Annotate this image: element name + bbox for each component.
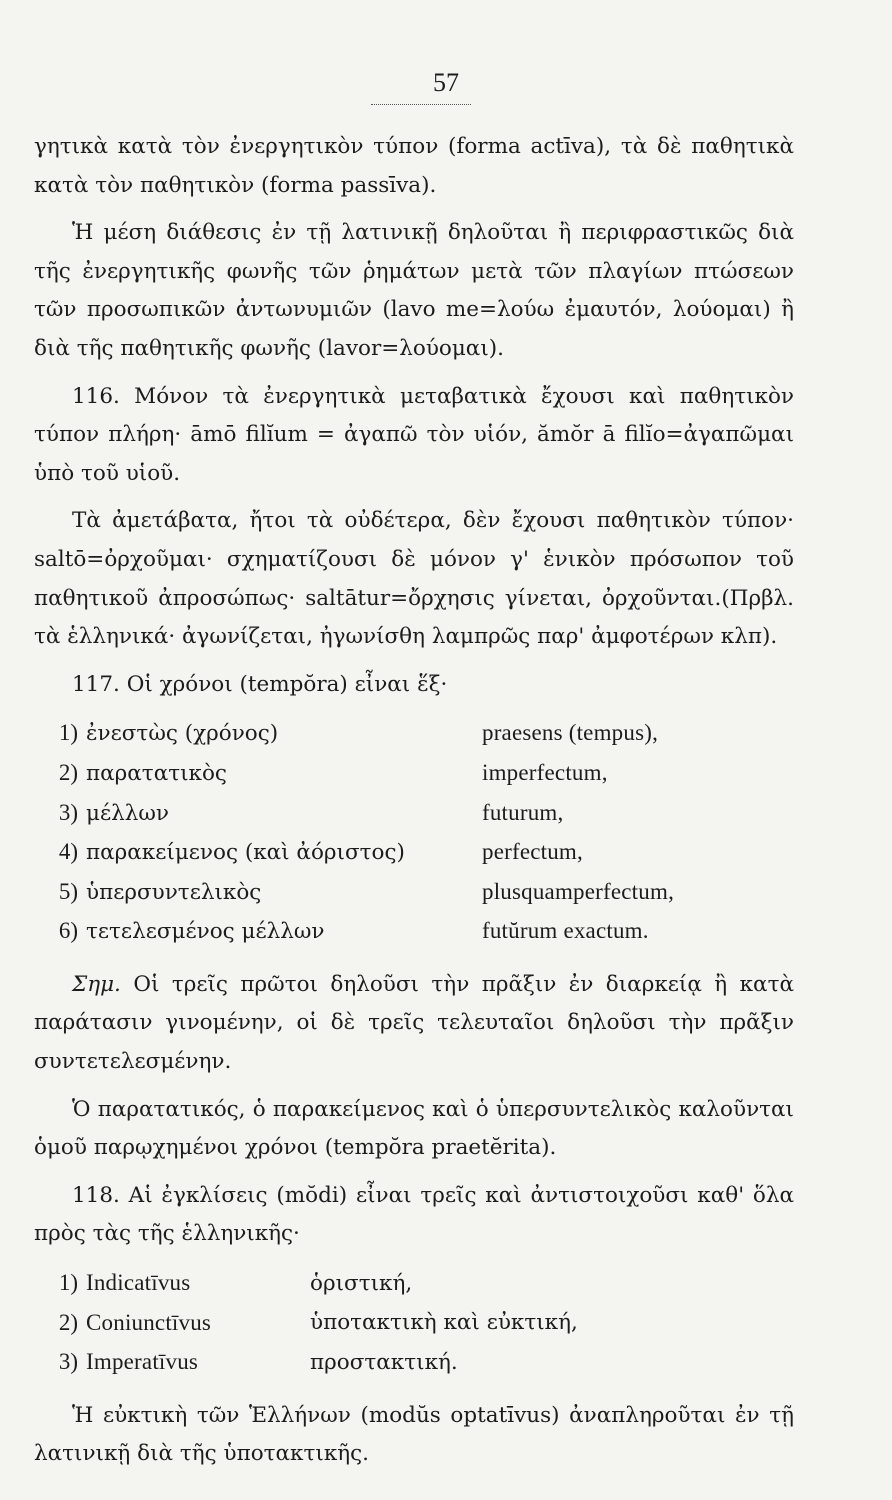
list-item [34,873,674,913]
tenses-greek-term: ἐνεστὼς (χρόνος) [86,721,279,747]
moods-list [34,1264,578,1383]
list-number: 1) [58,720,78,746]
paragraph-116: 116. Μόνον τὰ ἐνεργητικὰ μεταβατικὰ ἔχουσι καὶ παθητικὸν τύπον πλήρη· āmō filĭum = ἀγαπῶ τὸν υἱόν, ămŏr ā filĭo=ἀγαπῶμαι ὑπὸ τοῦ υἱοῦ. [34,383,794,486]
paragraph-intransitive: Τὰ ἀμετάβατα, ἤτοι τὰ οὐδέτερα, δὲν ἔχουσι παθητικὸν τύπον· saltō=ὀρχοῦμαι· σχηματίζουσι δὲ μόνον γ' ἑνικὸν πρόσωπον τοῦ παθητικοῦ ἀπροσώπως· saltātur=ὄρχησις γίνεται, ὀρχοῦνται.(Πρβλ. τὰ ἑλληνικά· ἀγωνίζεται, ἠγωνίσθη λαμπρῶς παρ' ἀμφοτέρων κλπ). [34,508,794,650]
page-number: 57 [433,68,459,97]
tenses-greek-term: τετελεσμένος μέλλων [86,919,325,945]
moods-greek-term: ὑποτακτικὴ καὶ εὐκτική, [310,1310,578,1336]
tenses-greek-term: ὑπερσυντελικὸς [86,879,262,905]
moods-greek-term: προστακτική. [310,1349,458,1375]
header-rule [371,104,471,105]
list-item [34,912,674,952]
paragraph-middle-voice: Ἡ μέση διάθεσις ἐν τῇ λατινικῇ δηλοῦται ἢ περιφραστικῶς διὰ τῆς ἐνεργητικῆς φωνῆς τῶν ῥημάτων μετὰ τῶν πλαγίων πτώσεων τῶν προσωπικῶν ἀντωνυμιῶν (lavo me=λούω ἐμαυτόν, λούομαι) ἢ διὰ τῆς παθητικῆς φωνῆς (lavor=λούομαι). [34,220,794,361]
tenses-greek-term: παρατατικὸς [86,760,227,786]
note-text: Οἱ τρεῖς πρῶτοι δηλοῦσι τὴν πρᾶξιν ἐν διαρκείᾳ ἢ κατὰ παράτασιν γινομένην, οἱ δὲ τρεῖς τελευταῖοι δηλοῦσι τὴν πρᾶξιν συντετελεσμένην. [34,971,794,1075]
tenses-greek-term: παρακείμενος (καὶ ἀόριστος) [86,840,405,866]
list-item [34,714,674,754]
list-number: 4) [58,839,78,865]
list-item [34,1343,578,1383]
tenses-latin-term: futŭrum exactum. [482,918,649,944]
paragraph-117: 117. Οἱ χρόνοι (tempŏra) εἶναι ἕξ· [72,671,448,697]
paragraph-voice-forms: γητικὰ κατὰ τὸν ἐνεργητικὸν τύπον (forma actīva), τὰ δὲ παθητικὰ κατὰ τὸν παθητικὸν (forma passīva). [34,134,794,198]
paragraph-past-tenses: Ὁ παρατατικός, ὁ παρακείμενος καὶ ὁ ὑπερσυντελικὸς καλοῦνται ὁμοῦ παρῳχημένοι χρόνοι (tempŏra praetĕrita). [34,1096,794,1161]
tenses-greek-term: μέλλων [86,800,169,826]
paragraph-118: 118. Αἱ ἐγκλίσεις (mŏdi) εἶναι τρεῖς καὶ ἀντιστοιχοῦσι καθ' ὅλα πρὸς τὰς τῆς ἑλληνικῆς· [34,1182,794,1247]
list-number: 6) [58,918,78,944]
moods-latin-term: Coniunctīvus [86,1309,212,1335]
tenses-list [34,714,674,952]
tenses-latin-term: futurum, [482,799,564,825]
list-item [34,1304,578,1344]
tenses-latin-term: imperfectum, [482,759,608,785]
note-label: Σημ. [72,971,121,997]
list-number: 2) [58,1309,78,1335]
moods-greek-term: ὁριστική, [310,1270,413,1296]
list-number: 2) [58,759,78,785]
tenses-latin-term: plusquamperfectum, [482,878,675,904]
paragraph-note [34,966,794,1082]
page-body [34,128,794,1483]
list-number: 1) [58,1270,78,1296]
list-number: 3) [58,1349,78,1375]
moods-latin-term: Imperatīvus [86,1349,199,1375]
tenses-latin-term: perfectum, [482,839,583,865]
list-item [34,833,674,873]
list-item [34,1264,578,1304]
list-item [34,754,674,794]
tenses-latin-term: praesens (tempus), [482,720,659,746]
moods-latin-term: Indicatīvus [86,1270,191,1296]
list-number: 3) [58,799,78,825]
list-number: 5) [58,878,78,904]
list-item [34,794,674,834]
paragraph-optative: Ἡ εὐκτικὴ τῶν Ἑλλήνων (modŭs optatīvus) ἀναπληροῦται ἐν τῇ λατινικῇ διὰ τῆς ὑποτακτικῆς. [34,1402,794,1467]
